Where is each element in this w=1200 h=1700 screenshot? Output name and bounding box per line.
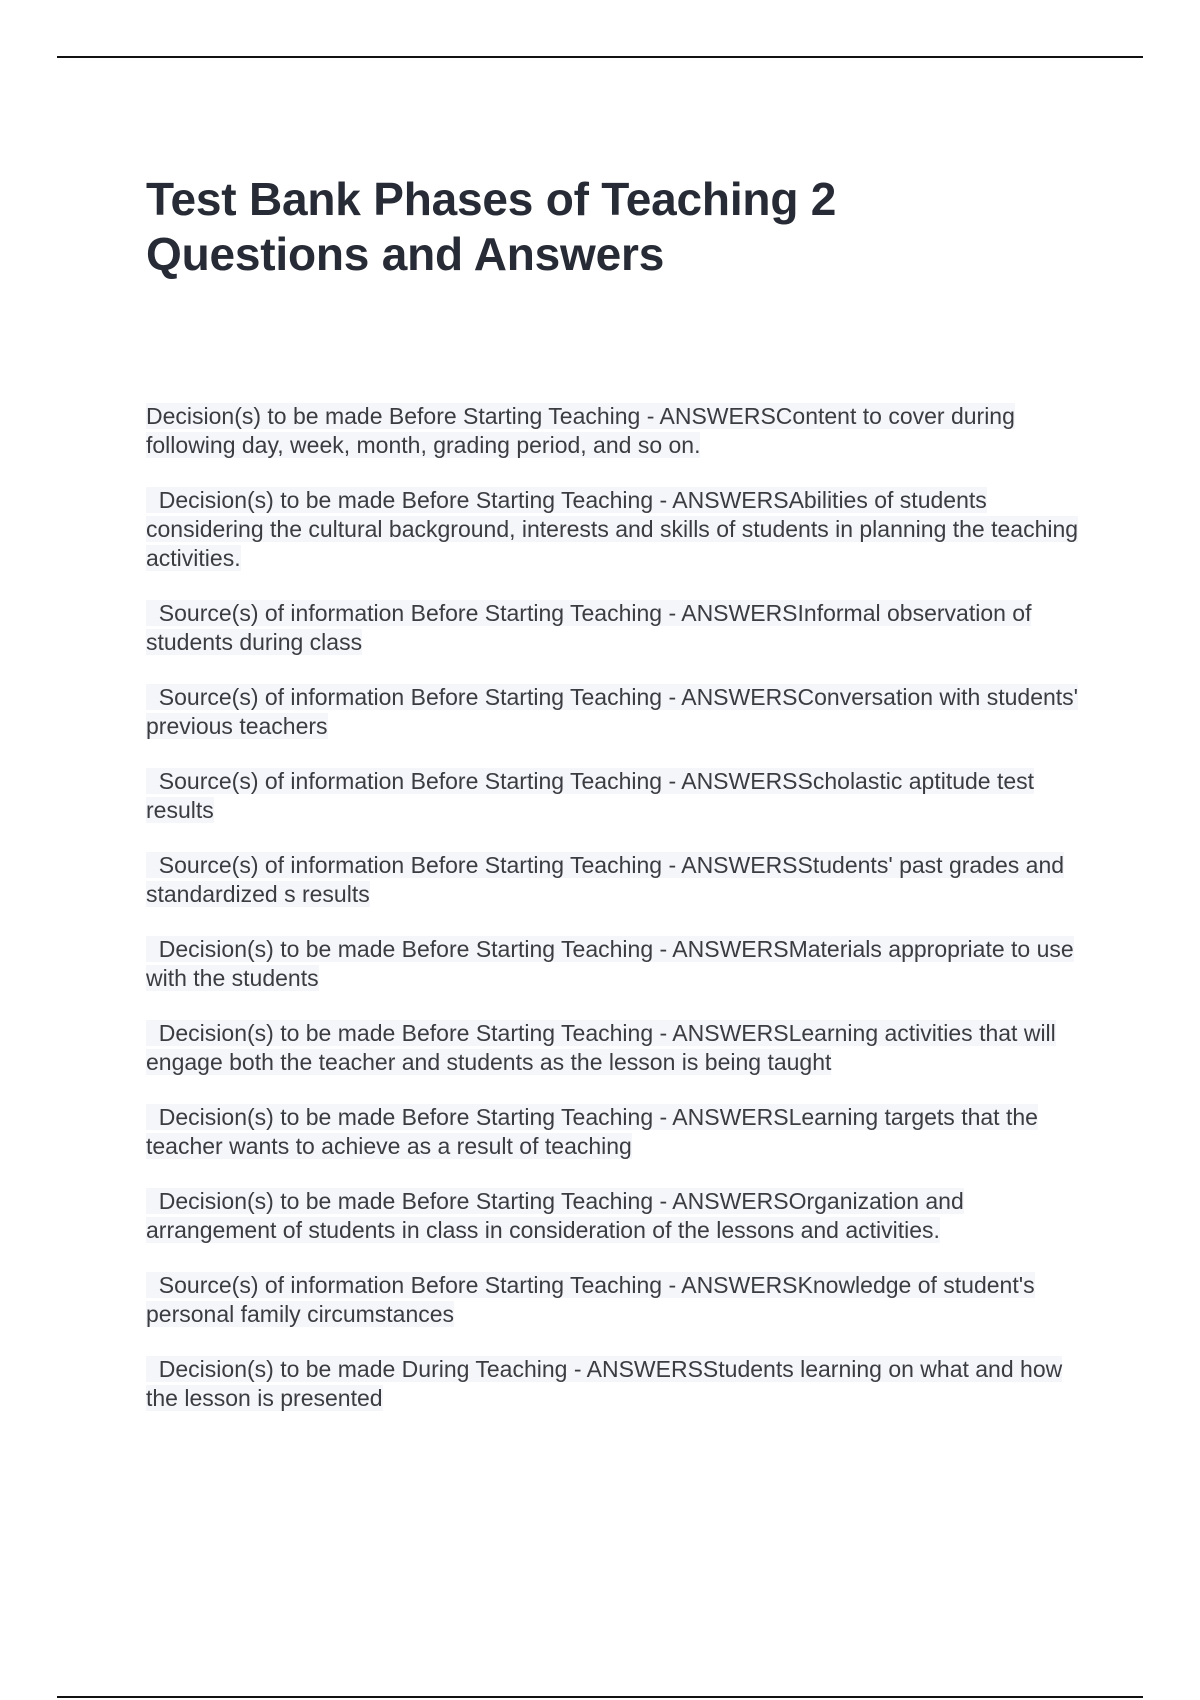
qa-entry <box>146 683 1096 741</box>
qa-entry <box>146 1271 1096 1329</box>
qa-entry-text: Decision(s) to be made Before Starting Teaching - ANSWERSOrganization and arrangement of students in class in consideration of the lessons and activities. <box>146 1188 964 1243</box>
document-body <box>146 172 1096 1439</box>
qa-list <box>146 402 1096 1413</box>
qa-entry-text: Decision(s) to be made Before Starting Teaching - ANSWERSLearning targets that the teacher wants to achieve as a result of teaching <box>146 1104 1038 1159</box>
qa-entry-text: Decision(s) to be made Before Starting Teaching - ANSWERSContent to cover during following day, week, month, grading period, and so on. <box>146 403 1015 458</box>
qa-entry <box>146 486 1096 573</box>
title-line-2: Questions and Answers <box>146 228 665 280</box>
qa-entry <box>146 1355 1096 1413</box>
qa-entry <box>146 1019 1096 1077</box>
bottom-divider <box>57 1696 1143 1698</box>
document-title <box>146 172 1096 282</box>
title-line-1: Test Bank Phases of Teaching 2 <box>146 173 837 225</box>
qa-entry-text: Decision(s) to be made Before Starting Teaching - ANSWERSAbilities of students considering the cultural background, interests and skills of students in planning the teaching activities. <box>146 487 1079 571</box>
qa-entry-text: Decision(s) to be made During Teaching - ANSWERSStudents learning on what and how the lesson is presented <box>146 1356 1063 1411</box>
qa-entry <box>146 1103 1096 1161</box>
qa-entry-text: Source(s) of information Before Starting Teaching - ANSWERSStudents' past grades and standardized s results <box>146 852 1065 907</box>
qa-entry-text: Source(s) of information Before Starting Teaching - ANSWERSInformal observation of students during class <box>146 600 1032 655</box>
qa-entry-text: Source(s) of information Before Starting Teaching - ANSWERSConversation with students' previous teachers <box>146 684 1079 739</box>
qa-entry <box>146 402 1096 460</box>
top-divider <box>57 56 1143 58</box>
qa-entry-text: Decision(s) to be made Before Starting Teaching - ANSWERSLearning activities that will engage both the teacher and students as the lesson is being taught <box>146 1020 1056 1075</box>
qa-entry <box>146 767 1096 825</box>
qa-entry-text: Source(s) of information Before Starting Teaching - ANSWERSKnowledge of student's personal family circumstances <box>146 1272 1035 1327</box>
qa-entry-text: Decision(s) to be made Before Starting Teaching - ANSWERSMaterials appropriate to use with the students <box>146 936 1074 991</box>
qa-entry <box>146 1187 1096 1245</box>
qa-entry <box>146 935 1096 993</box>
qa-entry <box>146 851 1096 909</box>
qa-entry <box>146 599 1096 657</box>
qa-entry-text: Source(s) of information Before Starting Teaching - ANSWERSScholastic aptitude test results <box>146 768 1035 823</box>
